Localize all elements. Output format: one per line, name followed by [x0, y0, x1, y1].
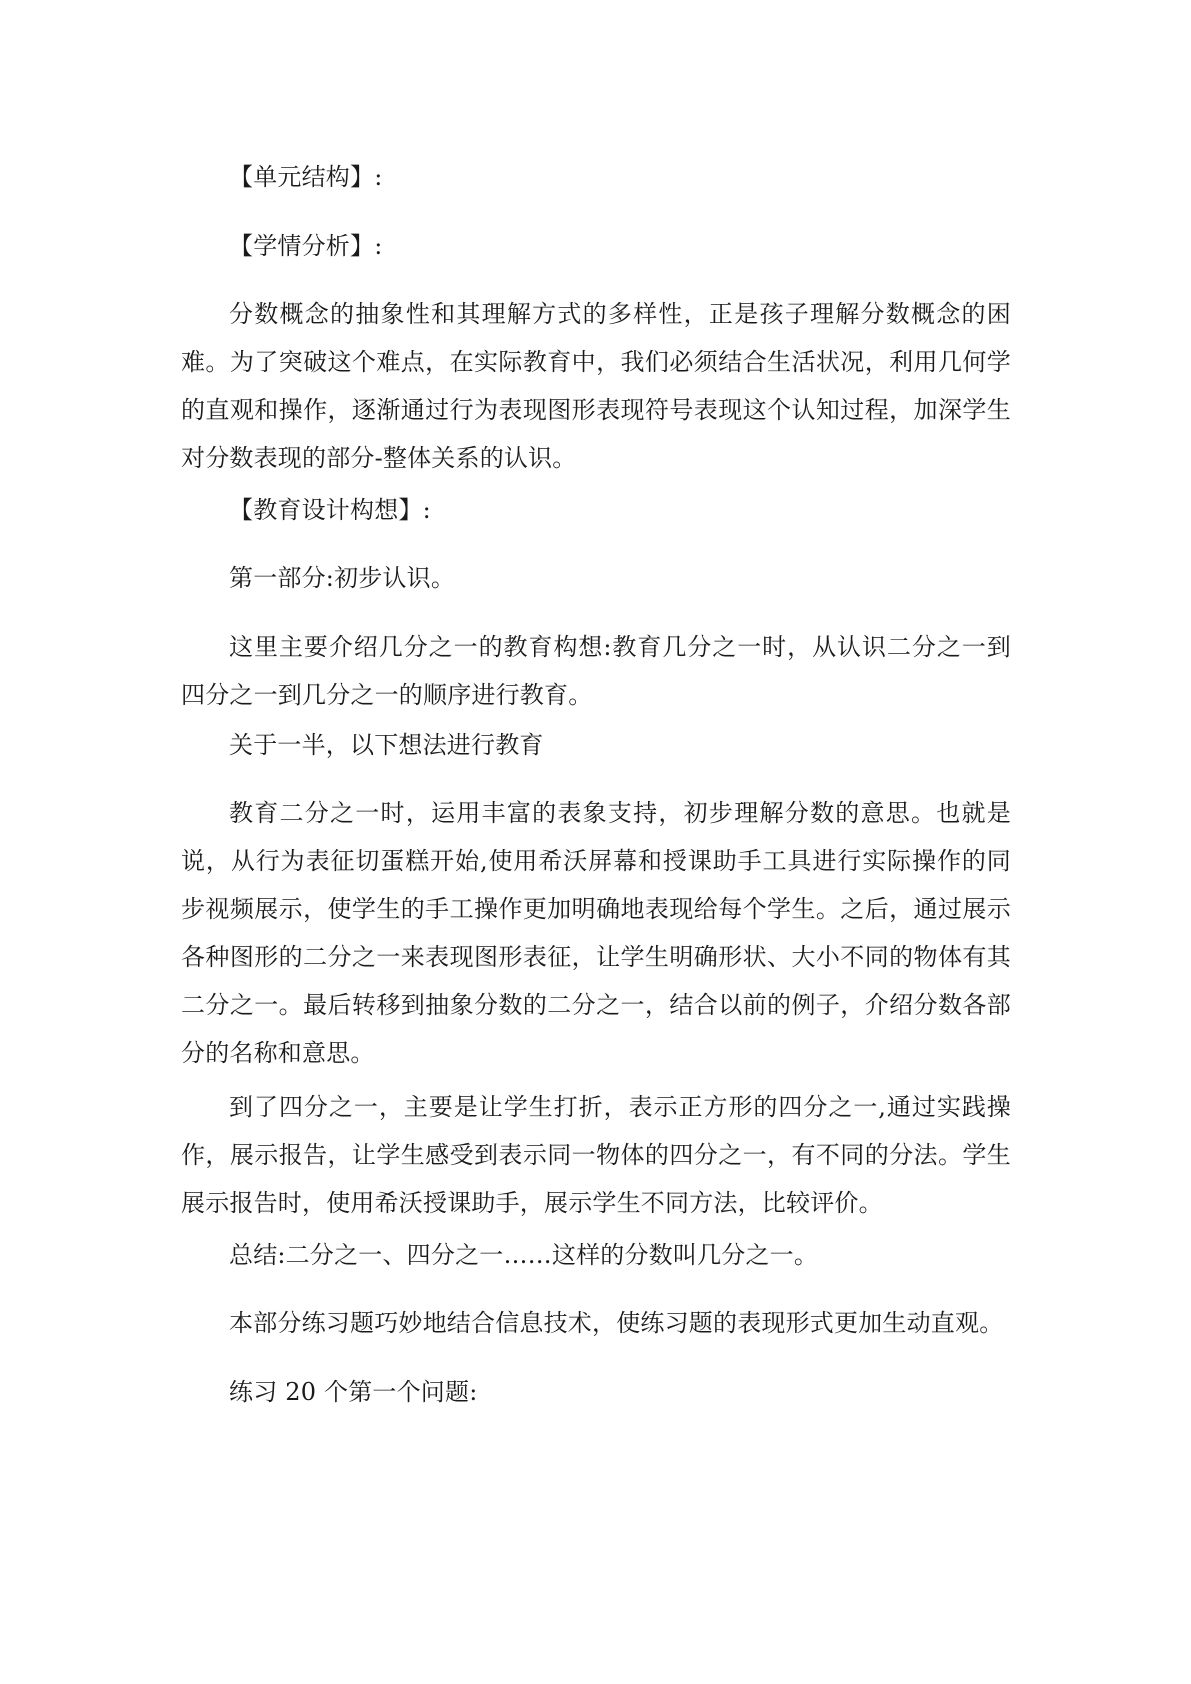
paragraph-teaching-half: 教育二分之一时，运用丰富的表象支持，初步理解分数的意思。也就是说，从行为表征切蛋糕开始,使用希沃屏幕和授课助手工具进行实际操作的同步视频展示，使学生的手工操作更加明确地表现给每个学生。之后，通过展示各种图形的二分之一来表现图形表征，让学生明确形状、大小不同的物体有其二分之一。最后转移到抽象分数的二分之一，结合以前的例子，介绍分数各部分的名称和意思。: [181, 799, 1011, 1067]
paragraph-exercises: 本部分练习题巧妙地结合信息技术，使练习题的表现形式更加生动直观。: [229, 1309, 1004, 1337]
heading-teaching-design: 【教育设计构想】:: [229, 496, 431, 524]
paragraph-fraction-difficulty: 分数概念的抽象性和其理解方式的多样性，正是孩子理解分数概念的困难。为了突破这个难点，在实际教育中，我们必须结合生活状况，利用几何学的直观和操作，逐渐通过行为表现图形表现符号表现这个认知过程，加深学生对分数表现的部分-整体关系的认识。: [181, 300, 1011, 472]
paragraph-part-one: 第一部分:初步认识。: [229, 564, 456, 592]
paragraph-design-intro: 这里主要介绍几分之一的教育构想:教育几分之一时，从认识二分之一到四分之一到几分之一的顺序进行教育。: [181, 633, 1011, 709]
paragraph-summary: 总结:二分之一、四分之一……这样的分数叫几分之一。: [229, 1241, 819, 1269]
paragraph-quarter: 到了四分之一，主要是让学生打折，表示正方形的四分之一,通过实践操作，展示报告，让学生感受到表示同一物体的四分之一，有不同的分法。学生展示报告时，使用希沃授课助手，展示学生不同方法，比较评价。: [181, 1093, 1011, 1217]
paragraph-about-half: 关于一半，以下想法进行教育: [229, 731, 544, 759]
heading-unit-structure: 【单元结构】:: [229, 163, 383, 191]
paragraph-practice: 练习 20 个第一个问题:: [229, 1378, 478, 1406]
heading-learning-analysis: 【学情分析】:: [229, 232, 383, 260]
